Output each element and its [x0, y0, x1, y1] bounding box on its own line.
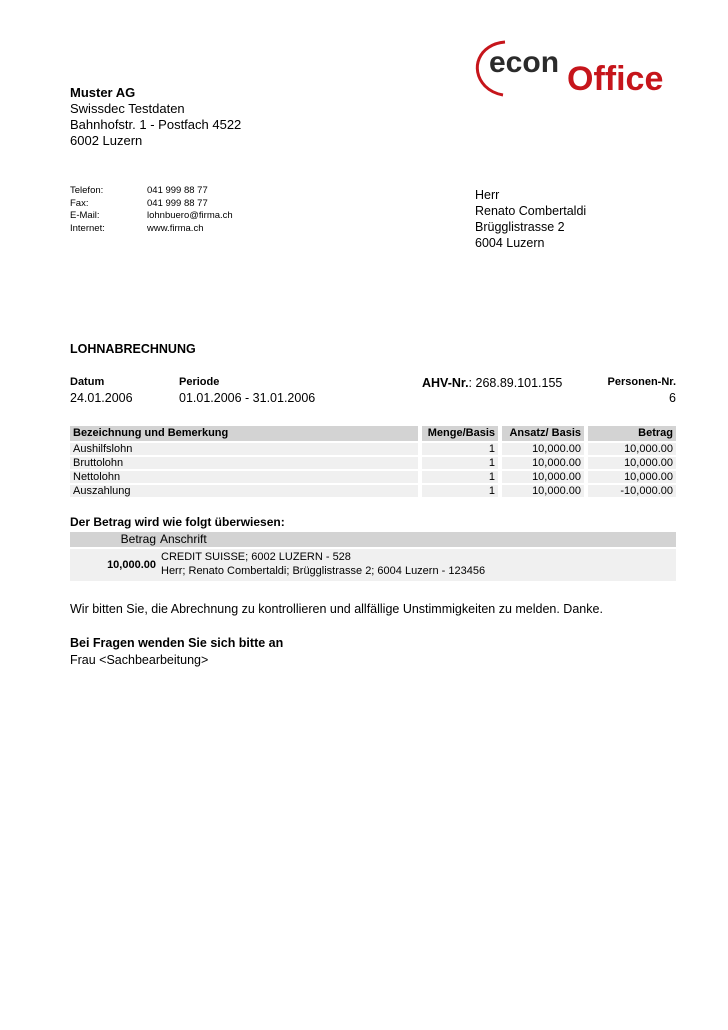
table-row: Bruttolohn 1 10,000.00 10,000.00: [70, 457, 676, 469]
recipient-city: 6004 Luzern: [475, 236, 545, 250]
salary-items-table: [70, 424, 676, 499]
col-header-amount: Betrag: [588, 426, 676, 441]
questions-heading: Bei Fragen wenden Sie sich bitte an: [70, 636, 284, 650]
document-title: LOHNABRECHNUNG: [70, 342, 196, 356]
col-header-description: Bezeichnung und Bemerkung: [70, 426, 418, 441]
recipient-salutation: Herr: [475, 188, 500, 202]
ahv-number: [422, 376, 562, 390]
person-number-label: Personen-Nr.: [607, 376, 676, 388]
col-header-quantity: Menge/Basis: [422, 426, 498, 441]
table-row: Auszahlung 1 10,000.00 -10,000.00: [70, 485, 676, 497]
payment-col-amount: Betrag: [120, 532, 156, 546]
payment-amount: 10,000.00: [107, 559, 156, 571]
ahv-label: AHV-Nr.: [422, 376, 469, 390]
econ-office-logo: [467, 34, 687, 104]
contact-row-phone: Telefon: 041 999 88 77: [70, 185, 208, 196]
questions-contact: Frau <Sachbearbeitung>: [70, 653, 209, 667]
period-value: 01.01.2006 - 31.01.2006: [179, 391, 316, 405]
table-row: Nettolohn 1 10,000.00 10,000.00: [70, 471, 676, 483]
payment-col-address: Anschrift: [160, 532, 207, 546]
payment-row: [70, 549, 676, 581]
payment-heading: Der Betrag wird wie folgt überwiesen:: [70, 515, 285, 529]
person-number-value: 6: [669, 391, 676, 405]
recipient-name: Renato Combertaldi: [475, 204, 587, 218]
period-label: Periode: [179, 376, 220, 388]
sender-street: Bahnhofstr. 1 - Postfach 4522: [70, 117, 242, 132]
table-header-row: [70, 426, 676, 441]
table-row: Aushilfslohn 1 10,000.00 10,000.00: [70, 443, 676, 455]
payment-bank: CREDIT SUISSE; 6002 LUZERN - 528: [161, 551, 351, 563]
recipient-address: [475, 187, 586, 251]
col-header-rate: Ansatz/ Basis: [502, 426, 584, 441]
payment-table: [70, 532, 676, 581]
logo-word-econ: econ: [489, 46, 560, 79]
payment-header-row: [70, 532, 676, 547]
contact-row-email: E-Mail: lohnbuero@firma.ch: [70, 210, 233, 221]
contact-row-fax: Fax: 041 999 88 77: [70, 197, 208, 209]
ahv-value: : 268.89.101.155: [468, 376, 563, 390]
contact-row-internet: Internet: www.firma.ch: [70, 222, 204, 234]
payment-beneficiary: Herr; Renato Combertaldi; Brügglistrasse 2; 6004 Luzern - 123456: [161, 564, 486, 577]
sender-company: Muster AG: [70, 85, 136, 100]
sender-city: 6002 Luzern: [70, 133, 143, 148]
payment-address: [156, 549, 485, 581]
review-note: Wir bitten Sie, die Abrechnung zu kontrollieren und allfällige Unstimmigkeiten zu melden. Danke.: [70, 602, 603, 616]
logo-word-office: Office: [567, 60, 664, 98]
sender-contacts: [70, 185, 233, 235]
date-label: Datum: [70, 376, 105, 388]
sender-address: [70, 85, 241, 149]
recipient-street: Brügglistrasse 2: [475, 220, 565, 234]
date-value: 24.01.2006: [70, 391, 133, 405]
sender-line2: Swissdec Testdaten: [70, 101, 185, 116]
